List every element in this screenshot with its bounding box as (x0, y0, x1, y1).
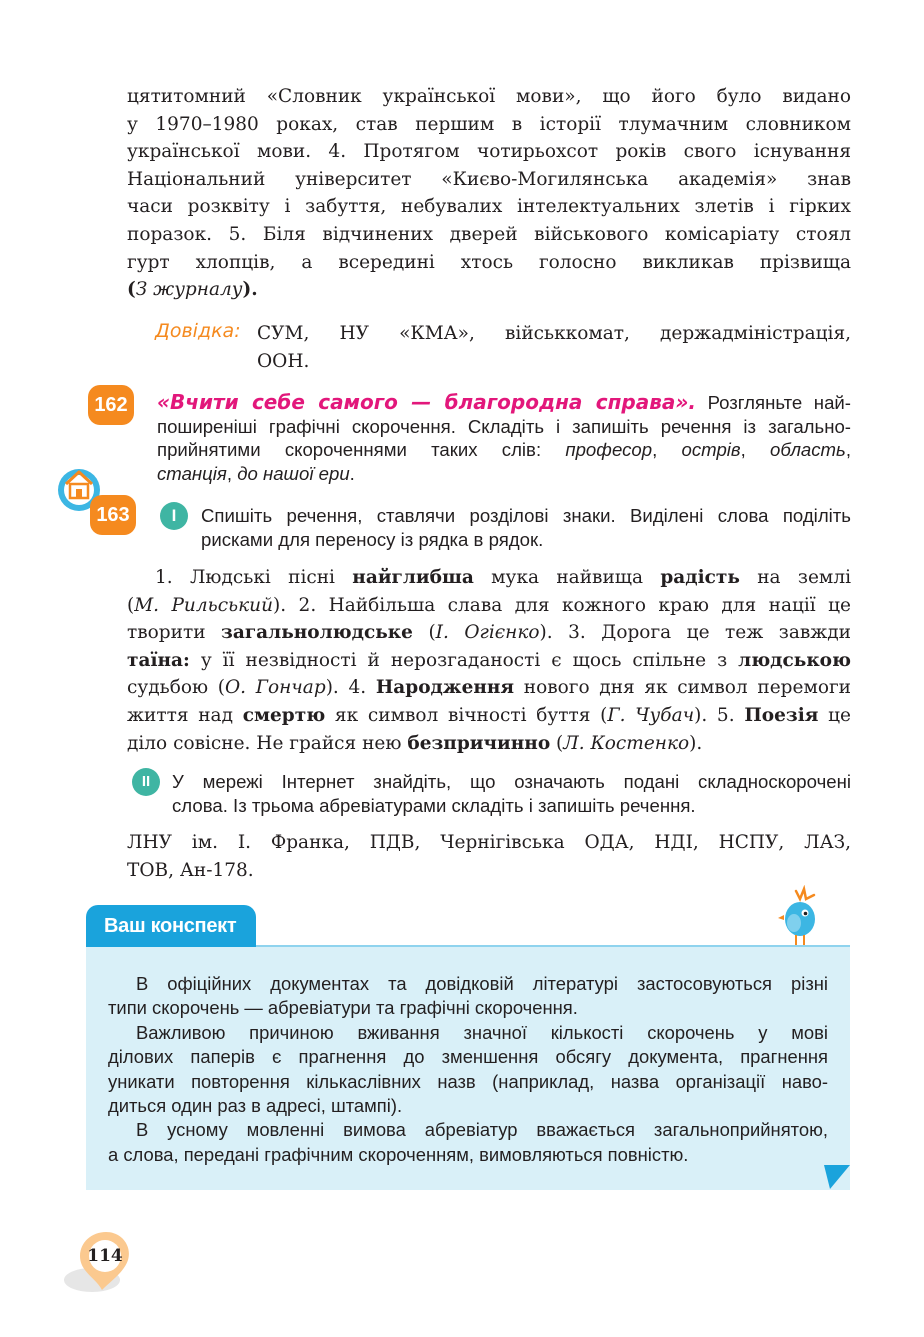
konspekt-line: уникати повторення кількаслівних назв (наприклад, назва організації наво- (108, 1070, 828, 1092)
paren: ( (127, 279, 136, 301)
intro-paragraph (127, 83, 851, 304)
abbr-line: ТОВ, Ан-178. (127, 859, 254, 881)
text: мука найвища (473, 567, 661, 588)
comma: , (652, 439, 658, 460)
intro-line: цятитомний «Словник української мови», що його було видано (127, 86, 851, 107)
dovidka-line: СУМ, НУ «КМА», військкомат, держадміністрація, (257, 323, 851, 344)
text: ( (412, 622, 436, 644)
exercise-162-title: «Вчити себе самого — благородна справа». (157, 390, 696, 414)
sentence-line (127, 564, 851, 592)
text: судьбою ( (127, 677, 225, 699)
comma: , (740, 439, 746, 460)
exercise-162-text (157, 391, 851, 485)
word: професор (565, 439, 653, 460)
page-number: 114 (87, 1246, 123, 1266)
word: область (770, 439, 846, 460)
text: на землі (739, 567, 851, 588)
text: творити (127, 622, 222, 644)
sentence-line (127, 702, 851, 730)
konspekt-line: а слова, передані графічним скороченням, вимовляються повністю. (108, 1143, 689, 1165)
task-2-line: У мережі Інтернет знайдіть, що означають подані складноскорочені (172, 771, 851, 792)
exercise-162-line3-text: прийнятими скороченнями таких слів: (157, 439, 542, 460)
bold-word: найглибша (352, 567, 474, 588)
task-1-line: Спишіть речення, ставлячи розділові знаки. Виділені слова поділіть (201, 505, 851, 526)
text: ( (127, 594, 135, 616)
task-2-marker: II (132, 768, 160, 796)
dot: . (349, 462, 355, 484)
bird-icon (774, 885, 824, 947)
intro-line: Національний університет «Києво-Могилянська академія» знав (127, 168, 851, 190)
bold-word: смертю (242, 704, 326, 726)
bold-word: загальнолюдське (221, 622, 413, 644)
word: станція (157, 462, 227, 484)
task-2-line: слова. Із трьома абревіатурами складіть і запишіть речення. (172, 794, 696, 816)
konspekt-line: типи скорочень — абревіатури та графічні скорочення. (108, 997, 578, 1019)
text: ). 2. Найбільша слава для кожного краю для нації це (273, 594, 851, 616)
intro-line: гурт хлопців, а всередині хтось голосно викликав прізвища (127, 251, 851, 273)
text: як символ вічності буття ( (325, 704, 608, 726)
bold-word: Народження (375, 677, 515, 699)
exercise-162-text-a: Розгляньте най- (707, 392, 851, 413)
bold-word: Поезія (744, 704, 819, 726)
intro-line: української мови. 4. Протягом чотирьохсот років свого існування (127, 141, 851, 163)
abbreviations-list (127, 829, 851, 884)
paren: ). (242, 279, 258, 301)
text: ). 3. Дорога це теж завжди (539, 622, 852, 644)
konspekt-text (108, 972, 828, 1167)
text: ). 4. (325, 677, 376, 699)
text: це (818, 704, 851, 726)
bold-word: радість (660, 567, 740, 588)
intro-line: часи розквіту і забуття, небувалих інтелектуальних злетів і гірких (127, 196, 851, 218)
word: до нашої ери (237, 462, 350, 484)
text: ( (550, 732, 564, 754)
text: діло совісне. Не грайся нею (127, 732, 408, 754)
bold-word: таїна: (127, 649, 190, 671)
konspekt-line: В усному мовленні вимова абревіатур вважається загальноприйнятою, (136, 1119, 828, 1141)
sentence-line (127, 592, 851, 620)
konspekt-title: Ваш конспект (104, 915, 237, 937)
exercise-162-line (157, 391, 851, 415)
comma: , (845, 439, 852, 460)
sentence-line (127, 647, 851, 675)
exercise-162-line (157, 438, 851, 462)
text: ). (689, 732, 703, 754)
page-number-marker (62, 1228, 138, 1304)
comma: , (226, 462, 233, 484)
text: ). 5. (694, 704, 745, 726)
dovidka-text (257, 320, 851, 375)
corner-triangle-icon (822, 1163, 852, 1191)
sentence-line (127, 730, 851, 758)
task-1-text (201, 504, 851, 551)
dovidka-label: Довідка: (155, 320, 241, 342)
exercise-162-line (157, 462, 851, 486)
task-2-text (172, 770, 851, 817)
text: у її незвідності й нерозгаданості є щось спільне з (189, 649, 739, 671)
text: життя над (127, 704, 243, 726)
konspekt-header (86, 905, 256, 947)
konspekt-line: Важливою причиною вживання значної кількості скорочень у мові (136, 1021, 828, 1043)
text: нового дня як символ перемоги (514, 677, 851, 699)
exercise-162-line: поширеніші графічні скорочення. Складіть і запишіть речення із загально- (157, 415, 851, 437)
author: І. Огієнко (435, 622, 540, 644)
konspekt-line: В офіційних документах та довідковій літературі застосовуються різні (136, 973, 828, 994)
source-citation: З журналу (135, 279, 243, 301)
task-1-marker: I (160, 502, 188, 530)
text: 1. Людські пісні (155, 567, 353, 588)
dovidka-line: ООН. (257, 350, 310, 372)
task-1-line: рисками для переносу із рядка в рядок. (201, 528, 544, 550)
abbr-line: ЛНУ ім. І. Франка, ПДВ, Чернігівська ОДА, НДІ, НСПУ, ЛАЗ, (127, 832, 851, 853)
sentence-line (127, 674, 851, 702)
author: Г. Чубач (607, 704, 695, 726)
intro-line: поразок. 5. Біля відчинених дверей військового комісаріату стоял (127, 223, 851, 245)
konspekt-line: ділових паперів є прагнення до зменшення обсягу документа, прагнення (108, 1046, 828, 1068)
word: острів (681, 439, 741, 460)
author: О. Гончар (225, 677, 326, 699)
konspekt-line: диться один раз в адресі, штампі). (108, 1095, 403, 1117)
exercise-163-sentences (127, 564, 851, 757)
bold-word: безпричинно (407, 732, 551, 754)
sentence-line (127, 619, 851, 647)
intro-source-line (127, 276, 851, 304)
bold-word: людською (738, 649, 851, 671)
author: Л. Костенко (563, 732, 690, 754)
exercise-162-badge: 162 (88, 385, 134, 425)
author: М. Рильський (134, 594, 274, 616)
exercise-163-badge: 163 (90, 495, 136, 535)
intro-line: у 1970–1980 роках, став першим в історії тлумачним словником (127, 113, 851, 135)
